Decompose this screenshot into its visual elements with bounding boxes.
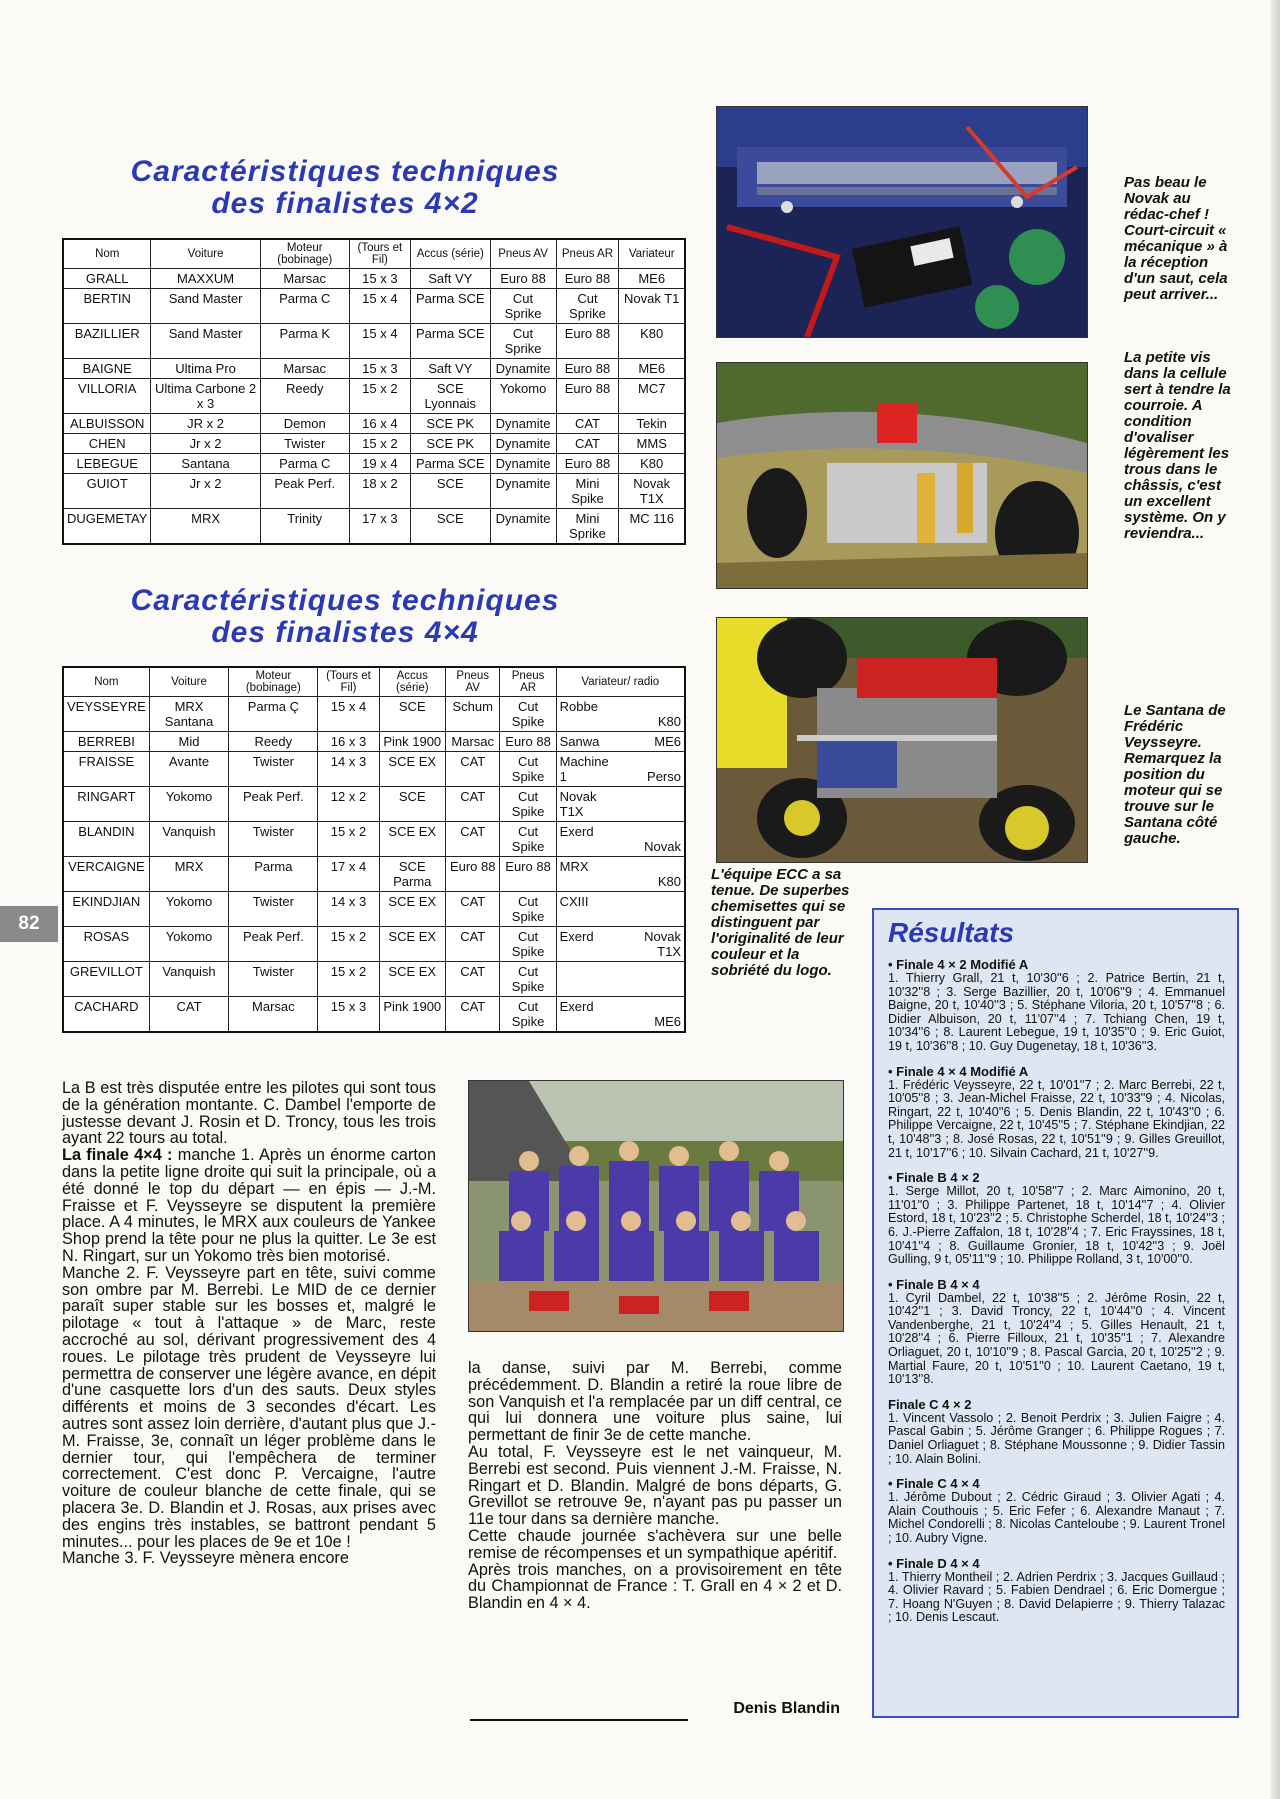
article-paragraph: Manche 2. F. Veysseyre part en tête, suivi comme son ombre par M. Berrebi. Le MID de ce dernier paraît super stable sur les bosses et, malgré le pilotage « tout à l'attaque » de Marc, reste accroché au sol, dérivant progressivement des 4 roues. Le pilotage très prudent de Veysseyre lui permettra de conserver une légère avance, en dépit d'une casquette lors d'un des sauts. Deux styles différents et moins de 3 secondes d'écart. Les autres sont assez loin derrière, d'autant plus que J.-M. Fraisse, 3e, connaît un léger problème dans le dernier tour, qui l'empêchera de terminer correctement. C'est donc P. Vercaigne, l'autre voiture de couleur blanche de cette finale, qui se placera 3e. D. Blandin et J. Rosas, aux prises avec des engins très instables, se battront pendant 5 minutes... pour les places de 9e et 10e ! (62, 1263, 436, 1551)
table-cell: 15 x 3 (349, 359, 410, 379)
table-row (63, 857, 685, 892)
table-cell: Cut Spike (500, 997, 556, 1033)
table-cell: Novak T1X (556, 787, 622, 822)
table-cell: CAT (445, 962, 500, 997)
table-cell: BAZILLIER (63, 324, 151, 359)
table-cell: LEBEGUE (63, 454, 151, 474)
table-cell: MRX Santana (149, 697, 229, 732)
table-cell: 15 x 2 (349, 379, 410, 414)
table-cell: Peak Perf. (260, 474, 349, 509)
article-paragraph: Au total, F. Veysseyre est le net vainqueur, M. Berrebi est second. Puis viennent J.-M. Fraisse, N. Ringart et D. Blandin. Malgré de bons départs, G. Grevillot se retrouve 9e, n'ayant pas pu passer un 11e tour dans sa dernière manche. (468, 1442, 842, 1529)
caption-photo-santana: Le Santana de Frédéric Veysseyre. Remarquez la position du moteur qui se trouve sur le Santana côté gauche. (1124, 702, 1226, 847)
table-cell: 15 x 2 (318, 962, 379, 997)
table-cell: Parma C (260, 454, 349, 474)
table-row (63, 962, 685, 997)
table-cell: Avante (149, 752, 229, 787)
table-cell: MC 116 (619, 509, 685, 545)
table-cell: Dynamite (490, 474, 556, 509)
table-cell: SCE (379, 697, 445, 732)
results-block (888, 1557, 1225, 1625)
table-cell: Exerd (556, 822, 622, 857)
table-cell: Reedy (229, 732, 318, 752)
results-heading: • Finale D 4 × 4 (888, 1555, 980, 1571)
caption-photo-team: L'équipe ECC a sa tenue. De superbes chemisettes qui se distinguent par l'originalité de leur couleur et la sobriété du logo. (711, 866, 850, 979)
table-cell: Robbe (556, 697, 622, 732)
article-paragraph: La B est très disputée entre les pilotes qui sont tous de la génération montante. C. Dambel l'emporte de justesse devant J. Rosin et D. Troncy, tous les trois ayant 22 tours au total. (62, 1079, 436, 1148)
table-cell: Mini Spike (556, 474, 619, 509)
table-cell: 16 x 4 (349, 414, 410, 434)
table-row (63, 379, 685, 414)
table-cell: Sand Master (151, 324, 260, 359)
table-header-cell: Pneus AV (445, 667, 500, 697)
table-cell: Cut Spike (500, 962, 556, 997)
table-4x2-header (63, 239, 685, 269)
table-cell: CAT (445, 997, 500, 1033)
table-cell: Marsac (229, 997, 318, 1033)
article-paragraph: Cette chaude journée s'achèvera sur une belle remise de récompenses et un sympathique apéritif. (468, 1526, 842, 1562)
results-text: 1. Thierry Grall, 21 t, 10'30''6 ; 2. Patrice Bertin, 21 t, 10'32''8 ; 3. Serge Bazillier, 20 t, 10'06''9 ; 4. Emmanuel Baigne, 20 t, 10'40''3 ; 5. Stéphane Viloria, 20 t, 10'57''8 ; 6. Didier Albuison, 20 t, 11'07''4 ; 7. Tchiang Chen, 19 t, 10'34''6 ; 8. Laurent Lebegue, 19 t, 10'35''0 ; 9. Eric Guiot, 19 t, 10'36''8 ; 10. Guy Dugenetay, 18 t, 10'36''3. (888, 971, 1225, 1053)
table-cell: BAIGNE (63, 359, 151, 379)
table-cell: Dynamite (490, 359, 556, 379)
article-paragraph: Manche 3. F. Veysseyre mènera encore (62, 1549, 349, 1568)
table-cell: Euro 88 (500, 857, 556, 892)
table-cell: Jr x 2 (151, 434, 260, 454)
table-cell: SCE PK (410, 414, 490, 434)
table-cell: CHEN (63, 434, 151, 454)
results-block (888, 1398, 1225, 1466)
table-cell: Novak T1X (622, 927, 685, 962)
page-spine (1270, 0, 1280, 1799)
table-4x4-header (63, 667, 685, 697)
table-cell: FRAISSE (63, 752, 149, 787)
table-cell: JR x 2 (151, 414, 260, 434)
table-cell: Pink 1900 (379, 732, 445, 752)
table-cell: Euro 88 (500, 732, 556, 752)
photo-santana (716, 617, 1088, 863)
table-cell: CAT (445, 822, 500, 857)
article-paragraph: la danse, suivi par M. Berrebi, comme précédemment. D. Blandin a retiré la roue libre de son Vanquish et l'a remplacée par un diff central, ce qui lui donnera une voiture plus saine, lui permettant de finir 3e de cette manche. (468, 1359, 842, 1445)
author-signature: Denis Blandin (733, 1700, 840, 1717)
table-header-cell: Nom (63, 239, 151, 269)
table-cell: SCE EX (379, 962, 445, 997)
page-number: 82 (0, 906, 58, 942)
table-cell: Jr x 2 (151, 474, 260, 509)
caption-photo-screw: La petite vis dans la cellule sert à tendre la courroie. A condition d'ovaliser légèrement les trous dans le châssis, c'est un excellent système. On y reviendra... (1124, 349, 1231, 542)
table-cell: MRX (151, 509, 260, 545)
table-cell: SCE (379, 787, 445, 822)
table-cell: MRX (556, 857, 622, 892)
table-cell: Mid (149, 732, 229, 752)
table-header-cell: Nom (63, 667, 149, 697)
table-cell: Vanquish (149, 822, 229, 857)
caption-photo-novak: Pas beau le Novak au rédac-chef ! Court-circuit « mécanique » à la réception d'un saut, cela peut arriver... (1124, 174, 1228, 303)
table-cell: SCE PK (410, 434, 490, 454)
results-text: 1. Serge Millot, 20 t, 10'58''7 ; 2. Marc Aimonino, 20 t, 11'01''0 ; 3. Philippe Partenet, 18 t, 10'14''7 ; 4. Olivier Estord, 18 t, 10'23''2 ; 5. Christophe Scherdel, 18 t, 10'24''3 ; 6. J.-Pierre Zaffalon, 18 t, 10'28''4 ; 7. Eric Frayssines, 18 t, 10'41''4 ; 8. Guillaume Gronier, 18 t, 10'42''3 ; 9. Joël Gulling, 9 t, 05'11''9 ; 10. Philippe Rolland, 3 t, 10'00''0. (888, 1184, 1225, 1267)
table-cell: ME6 (619, 269, 685, 289)
table-cell: Schum (445, 697, 500, 732)
table-cell: Dynamite (490, 434, 556, 454)
table-cell: Cut Sprike (490, 324, 556, 359)
table-row (63, 927, 685, 962)
article-paragraph-text: manche 1. Après un énorme carton dans la petite ligne droite qui suit la principale, où a été donné le top du départ — en épis — J.-M. Fraisse et F. Veysseyre se disputent la première place. A 4 minutes, le MRX aux couleurs de Yankee Shop prend la tête pour ne plus la quitter. Le 3e est N. Ringart, sur un Yokomo très bien motorisé. (62, 1146, 436, 1265)
results-text: 1. Cyril Dambel, 22 t, 10'38''5 ; 2. Jérôme Rosin, 22 t, 10'42''1 ; 3. David Troncy, 22 t, 10'44''0 ; 4. Vincent Vandenberghe, 21 t, 10'24''4 ; 5. Gilles Henault, 21 t, 10'28''4 ; 6. Pierre Filloux, 21 t, 10'35''1 ; 7. Alexandre Orliaguet, 20 t, 10'10''9 ; 8. Pascal Garcia, 20 t, 10'25''2 ; 9. Martial Faure, 20 t, 10'51''0 ; 10. Laurent Caetano, 19 t, 10'13''8. (888, 1290, 1225, 1387)
table-header-cell: (Tours et Fil) (318, 667, 379, 697)
table-cell: Twister (229, 962, 318, 997)
table-4x2-title (60, 156, 630, 220)
table-cell: Novak T1X (619, 474, 685, 509)
article-column-2 (468, 1360, 842, 1612)
table-cell: BERTIN (63, 289, 151, 324)
results-block (888, 1278, 1225, 1387)
table-cell: 15 x 2 (318, 927, 379, 962)
table-cell: Yokomo (149, 892, 229, 927)
table-cell: 15 x 2 (349, 434, 410, 454)
table-cell: EKINDJIAN (63, 892, 149, 927)
results-list (888, 958, 1225, 1625)
table-cell: Mini Sprike (556, 509, 619, 545)
results-text: 1. Jérôme Dubout ; 2. Cédric Giraud ; 3. Olivier Agati ; 4. Alain Couthouis ; 5. Eric Fefer ; 6. Alexandre Manaut ; 7. Michel Condorelli ; 8. Nicolas Canteloube ; 9. Laurent Tronel ; 10. Aubry Vigne. (888, 1490, 1225, 1545)
table-cell: Parma K (260, 324, 349, 359)
table-cell: Vanquish (149, 962, 229, 997)
table-cell (622, 892, 685, 927)
table-cell: Cut Spike (500, 892, 556, 927)
table-cell: 15 x 2 (318, 822, 379, 857)
photo-novak-closeup (716, 106, 1088, 338)
table-row (63, 414, 685, 434)
table-cell: 15 x 4 (349, 289, 410, 324)
table-cell: 15 x 3 (318, 997, 379, 1033)
table-cell: CAT (556, 414, 619, 434)
results-heading: • Finale B 4 × 2 (888, 1170, 980, 1186)
table-cell: SCE EX (379, 822, 445, 857)
table-cell: Twister (229, 752, 318, 787)
article-lead: La finale 4×4 : (62, 1146, 173, 1165)
table-cell (622, 962, 685, 997)
table-cell: MC7 (619, 379, 685, 414)
table-cell: 14 x 3 (318, 892, 379, 927)
table-row (63, 732, 685, 752)
table-cell: Peak Perf. (229, 927, 318, 962)
table-header-cell: Pneus AV (490, 239, 556, 269)
results-heading: • Finale C 4 × 4 (888, 1476, 980, 1492)
table-cell: Novak (622, 822, 685, 857)
table-4x4-title-line1: Caractéristiques techniques (130, 584, 560, 617)
table-cell: BERREBI (63, 732, 149, 752)
table-cell: Marsac (260, 269, 349, 289)
table-cell: Euro 88 (490, 269, 556, 289)
table-cell: Dynamite (490, 414, 556, 434)
table-cell: K80 (619, 324, 685, 359)
table-row (63, 697, 685, 732)
table-cell: CACHARD (63, 997, 149, 1033)
table-cell: Exerd (556, 997, 622, 1033)
table-cell: K80 (622, 697, 685, 732)
table-cell: Ultima Carbone 2 x 3 (151, 379, 260, 414)
table-4x4-title (60, 585, 630, 649)
table-cell: Demon (260, 414, 349, 434)
table-cell: Euro 88 (556, 269, 619, 289)
results-text: 1. Thierry Montheil ; 2. Adrien Perdrix ; 3. Jacques Guillaud ; 4. Olivier Ravard ; 5. Fabien Dendrael ; 6. Eric Domergue ; 7. Hoang N'Guyen ; 8. David Delapierre ; 9. Thierry Talazac ; 10. Denis Lescaut. (888, 1569, 1225, 1625)
table-cell: Cut Sprike (490, 289, 556, 324)
table-cell: Parma (229, 857, 318, 892)
table-cell: MRX (149, 857, 229, 892)
table-cell: Marsac (445, 732, 500, 752)
table-cell: MMS (619, 434, 685, 454)
article-paragraph: Après trois manches, on a provisoirement en tête du Championnat de France : T. Grall en 4 × 2 et D. Blandin en 4 × 4. (468, 1560, 842, 1613)
table-cell: 17 x 3 (349, 509, 410, 545)
table-cell: SCE Lyonnais (410, 379, 490, 414)
table-cell: Marsac (260, 359, 349, 379)
table-cell: Cut Spike (500, 822, 556, 857)
table-row (63, 454, 685, 474)
table-header-cell: Variateur (619, 239, 685, 269)
table-row (63, 434, 685, 454)
table-cell: Parma SCE (410, 454, 490, 474)
table-row (63, 289, 685, 324)
table-cell: Sand Master (151, 289, 260, 324)
table-cell: Reedy (260, 379, 349, 414)
table-row (63, 324, 685, 359)
table-cell: 17 x 4 (318, 857, 379, 892)
table-cell: SCE EX (379, 752, 445, 787)
table-cell: Pink 1900 (379, 997, 445, 1033)
table-cell: Parma SCE (410, 289, 490, 324)
results-block (888, 958, 1225, 1054)
table-cell: CXIII (556, 892, 622, 927)
table-row (63, 787, 685, 822)
table-header-cell: Moteur (bobinage) (229, 667, 318, 697)
table-header-cell: Moteur (bobinage) (260, 239, 349, 269)
table-cell: CAT (445, 787, 500, 822)
table-cell: RINGART (63, 787, 149, 822)
table-cell: SCE EX (379, 927, 445, 962)
table-cell: 19 x 4 (349, 454, 410, 474)
table-cell: GREVILLOT (63, 962, 149, 997)
table-cell: Parma Ç (229, 697, 318, 732)
results-heading: • Finale B 4 × 4 (888, 1276, 980, 1292)
table-header-cell: Voiture (151, 239, 260, 269)
table-cell: ROSAS (63, 927, 149, 962)
table-cell: GRALL (63, 269, 151, 289)
table-cell: Peak Perf. (229, 787, 318, 822)
table-cell: ME6 (619, 359, 685, 379)
table-row (63, 269, 685, 289)
table-cell: Ultima Pro (151, 359, 260, 379)
table-cell: CAT (445, 752, 500, 787)
table-cell: Euro 88 (556, 454, 619, 474)
table-cell: 18 x 2 (349, 474, 410, 509)
table-cell: Yokomo (149, 787, 229, 822)
table-header-cell: (Tours et Fil) (349, 239, 410, 269)
table-cell: Saft VY (410, 359, 490, 379)
table-cell: BLANDIN (63, 822, 149, 857)
table-cell: Euro 88 (556, 324, 619, 359)
table-row (63, 752, 685, 787)
table-cell: Exerd (556, 927, 622, 962)
table-cell: ME6 (622, 997, 685, 1033)
table-cell: Cut Spike (500, 697, 556, 732)
table-cell: 12 x 2 (318, 787, 379, 822)
results-text: 1. Frédéric Veysseyre, 22 t, 10'01''7 ; 2. Marc Berrebi, 22 t, 10'05''8 ; 3. Jean-Michel Fraisse, 22 t, 10'33''9 ; 4. Nicolas, Ringart, 22 t, 10'40''6 ; 5. Denis Blandin, 22 t, 10'43''0 ; 6. Philippe Vercaigne, 22 t, 10'45''5 ; 7. Stéphane Ekindjian, 22 t, 10'48''3 ; 8. José Rosas, 22 t, 10'51''9 ; 9. Gilles Greuillot, 21 t, 10'17''6 ; 10. Silvain Cachard, 21 t, 10'27''9. (888, 1077, 1225, 1160)
table-4x2-title-line1: Caractéristiques techniques (130, 155, 560, 188)
table-cell: CAT (445, 892, 500, 927)
table-cell: Cut Sprike (556, 289, 619, 324)
results-title: Résultats (888, 917, 1015, 948)
results-block (888, 1171, 1225, 1267)
table-row (63, 359, 685, 379)
table-cell: K80 (619, 454, 685, 474)
table-cell: ME6 (622, 732, 685, 752)
table-cell: MAXXUM (151, 269, 260, 289)
table-cell: Euro 88 (556, 379, 619, 414)
table-cell: CAT (149, 997, 229, 1033)
table-cell: Dynamite (490, 509, 556, 545)
table-cell: 15 x 3 (349, 269, 410, 289)
table-cell: CAT (556, 434, 619, 454)
table-cell: ALBUISSON (63, 414, 151, 434)
table-row (63, 892, 685, 927)
table-cell (622, 787, 685, 822)
table-cell: Santana (151, 454, 260, 474)
table-cell: Cut Spike (500, 927, 556, 962)
table-cell: Twister (229, 822, 318, 857)
article-column-1 (62, 1080, 436, 1567)
table-cell: Cut Spike (500, 787, 556, 822)
table-cell (556, 962, 622, 997)
photo-car-on-grass (716, 362, 1088, 589)
table-header-cell: Accus (série) (379, 667, 445, 697)
table-cell: CAT (445, 927, 500, 962)
table-cell: 15 x 4 (349, 324, 410, 359)
table-row (63, 997, 685, 1033)
table-header-cell: Pneus AR (500, 667, 556, 697)
table-cell: Machine 1 (556, 752, 622, 787)
table-4x4 (62, 666, 686, 1033)
signature-rule (470, 1719, 688, 1721)
results-text: 1. Vincent Vassolo ; 2. Benoit Perdrix ; 3. Julien Faigre ; 4. Pascal Gabin ; 5. Jérôme Granger ; 6. Philippe Rogues ; 7. Daniel Orliaguet ; 8. Stéphane Moussonne ; 9. Didier Tassin ; 10. Alain Bolini. (888, 1410, 1225, 1466)
table-cell: Saft VY (410, 269, 490, 289)
table-cell: Sanwa (556, 732, 622, 752)
table-row (63, 822, 685, 857)
table-cell: DUGEMETAY (63, 509, 151, 545)
table-4x2-title-line2: des finalistes 4×2 (211, 187, 479, 220)
table-cell: Parma C (260, 289, 349, 324)
table-cell: K80 (622, 857, 685, 892)
table-header-cell: Variateur/ radio (556, 667, 685, 697)
table-header-cell: Accus (série) (410, 239, 490, 269)
table-cell: VEYSSEYRE (63, 697, 149, 732)
table-cell: VERCAIGNE (63, 857, 149, 892)
results-heading: • Finale 4 × 4 Modifié A (888, 1063, 1029, 1079)
table-header-cell: Pneus AR (556, 239, 619, 269)
table-cell: Yokomo (490, 379, 556, 414)
table-cell: SCE (410, 509, 490, 545)
table-row (63, 474, 685, 509)
table-cell: Twister (260, 434, 349, 454)
results-box (872, 908, 1239, 1718)
table-cell: 14 x 3 (318, 752, 379, 787)
article-paragraph (62, 1147, 436, 1265)
table-cell: Euro 88 (445, 857, 500, 892)
table-cell: Tekin (619, 414, 685, 434)
table-cell: Yokomo (149, 927, 229, 962)
table-cell: Dynamite (490, 454, 556, 474)
table-cell: Trinity (260, 509, 349, 545)
table-cell: Novak T1 (619, 289, 685, 324)
table-cell: Cut Spike (500, 752, 556, 787)
table-cell: GUIOT (63, 474, 151, 509)
table-cell: SCE EX (379, 892, 445, 927)
table-cell: SCE Parma (379, 857, 445, 892)
results-block (888, 1065, 1225, 1161)
photo-team-ecc (468, 1080, 844, 1332)
table-cell: Perso (622, 752, 685, 787)
table-cell: 16 x 3 (318, 732, 379, 752)
table-row (63, 509, 685, 545)
results-heading: Finale C 4 × 2 (888, 1396, 972, 1412)
table-header-cell: Voiture (149, 667, 229, 697)
table-cell: VILLORIA (63, 379, 151, 414)
table-4x2 (62, 238, 686, 545)
table-cell: Parma SCE (410, 324, 490, 359)
results-heading: • Finale 4 × 2 Modifié A (888, 957, 1029, 972)
table-cell: SCE (410, 474, 490, 509)
table-cell: Euro 88 (556, 359, 619, 379)
table-cell: Twister (229, 892, 318, 927)
table-4x4-title-line2: des finalistes 4×4 (211, 616, 479, 649)
results-block (888, 1477, 1225, 1545)
table-cell: 15 x 4 (318, 697, 379, 732)
